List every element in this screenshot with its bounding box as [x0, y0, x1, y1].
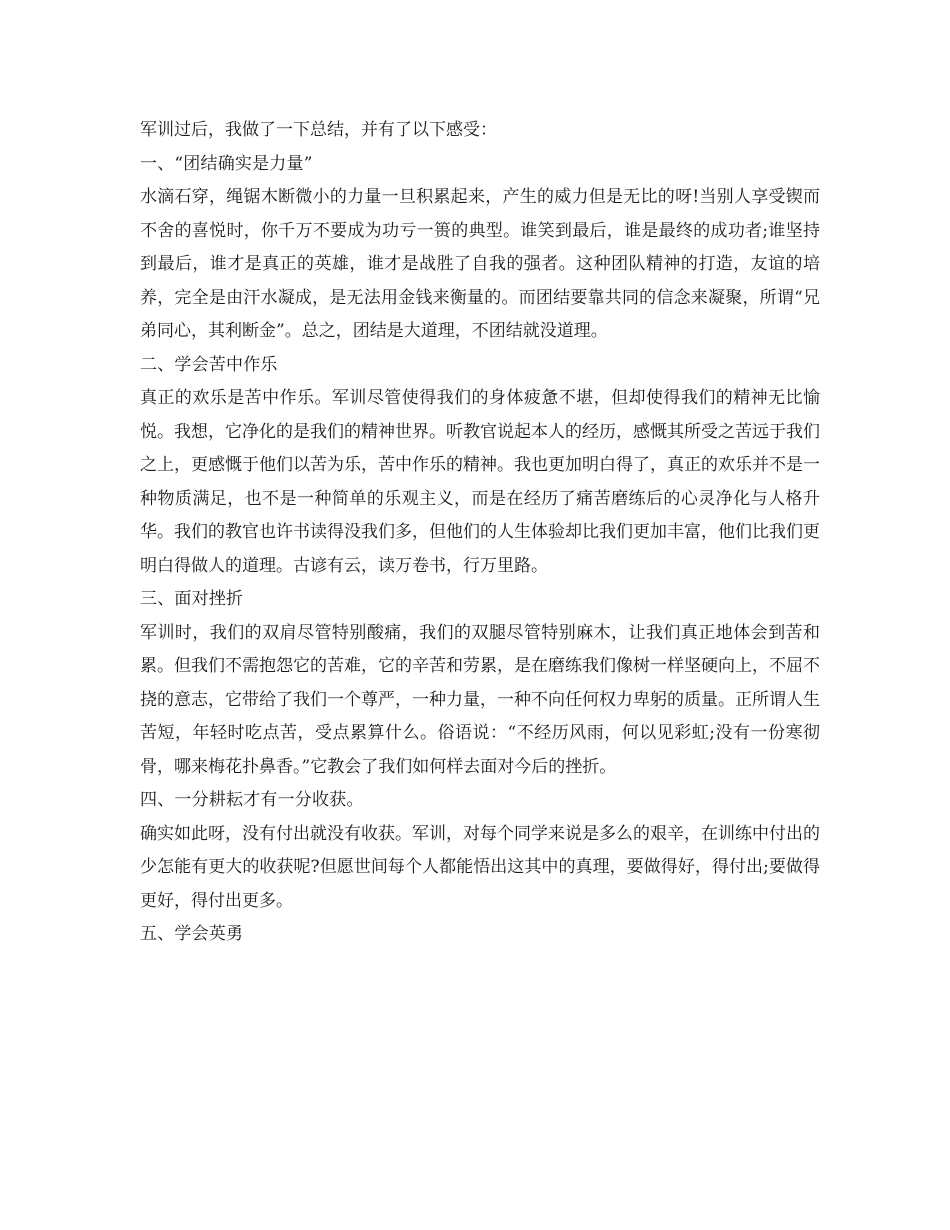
- section-paragraph-4: 确实如此呀，没有付出就没有收获。军训，对每个同学来说是多么的艰辛，在训练中付出的少怎能有更大的收获呢?但愿世间每个人都能悟出这其中的真理，要做得好，得付出;要做得更好，得付出更多。: [140, 823, 820, 911]
- section-paragraph-3: 军训时，我们的双肩尽管特别酸痛，我们的双腿尽管特别麻木，让我们真正地体会到苦和累。但我们不需抱怨它的苦难，它的辛苦和劳累，是在磨练我们像树一样坚硬向上，不屈不挠的意志，它带给了我们一个尊严，一种力量，一种不向任何权力卑躬的质量。正所谓人生苦短，年轻时吃点苦，受点累算什么。俗语说：“不经历风雨，何以见彩虹;没有一份寒彻骨，哪来梅花扑鼻香。”它教会了我们如何样去面对今后的挫折。: [140, 622, 820, 777]
- section-heading-5: 五、学会英勇: [140, 924, 244, 944]
- document-body: [140, 114, 820, 952]
- section-heading-3: 三、面对挫折: [140, 589, 244, 609]
- section-heading-4: 四、一分耕耘才有一分收获。: [140, 790, 364, 810]
- section-heading-2: 二、学会苦中作乐: [140, 354, 278, 375]
- section-heading-1: 一、“团结确实是力量”: [140, 153, 313, 174]
- section-paragraph-2: 真正的欢乐是苦中作乐。军训尽管使得我们的身体疲惫不堪，但却使得我们的精神无比愉悦。我想，它净化的是我们的精神世界。听教官说起本人的经历，感慨其所受之苦远于我们之上，更感慨于他们以苦为乐，苦中作乐的精神。我也更加明白得了，真正的欢乐并不是一种物质满足，也不是一种简单的乐观主义，而是在经历了痛苦磨练后的心灵净化与人格升华。我们的教官也许书读得没我们多，但他们的人生体验却比我们更加丰富，他们比我们更明白得做人的道理。古谚有云，读万卷书，行万里路。: [140, 388, 820, 576]
- intro-paragraph: 军训过后，我做了一下总结，并有了以下感受：: [140, 120, 497, 140]
- section-paragraph-1: 水滴石穿，绳锯木断微小的力量一旦积累起来，产生的威力但是无比的呀!当别人享受锲而不舍的喜悦时，你千万不要成为功亏一篑的典型。谁笑到最后，谁是最终的成功者;谁坚持到最后，谁才是真正的英雄，谁才是战胜了自我的强者。这种团队精神的打造，友谊的培养，完全是由汗水凝成，是无法用金钱来衡量的。而团结要靠共同的信念来凝聚，所谓“兄弟同心，其利断金”。总之，团结是大道理，不团结就没道理。: [140, 187, 820, 341]
